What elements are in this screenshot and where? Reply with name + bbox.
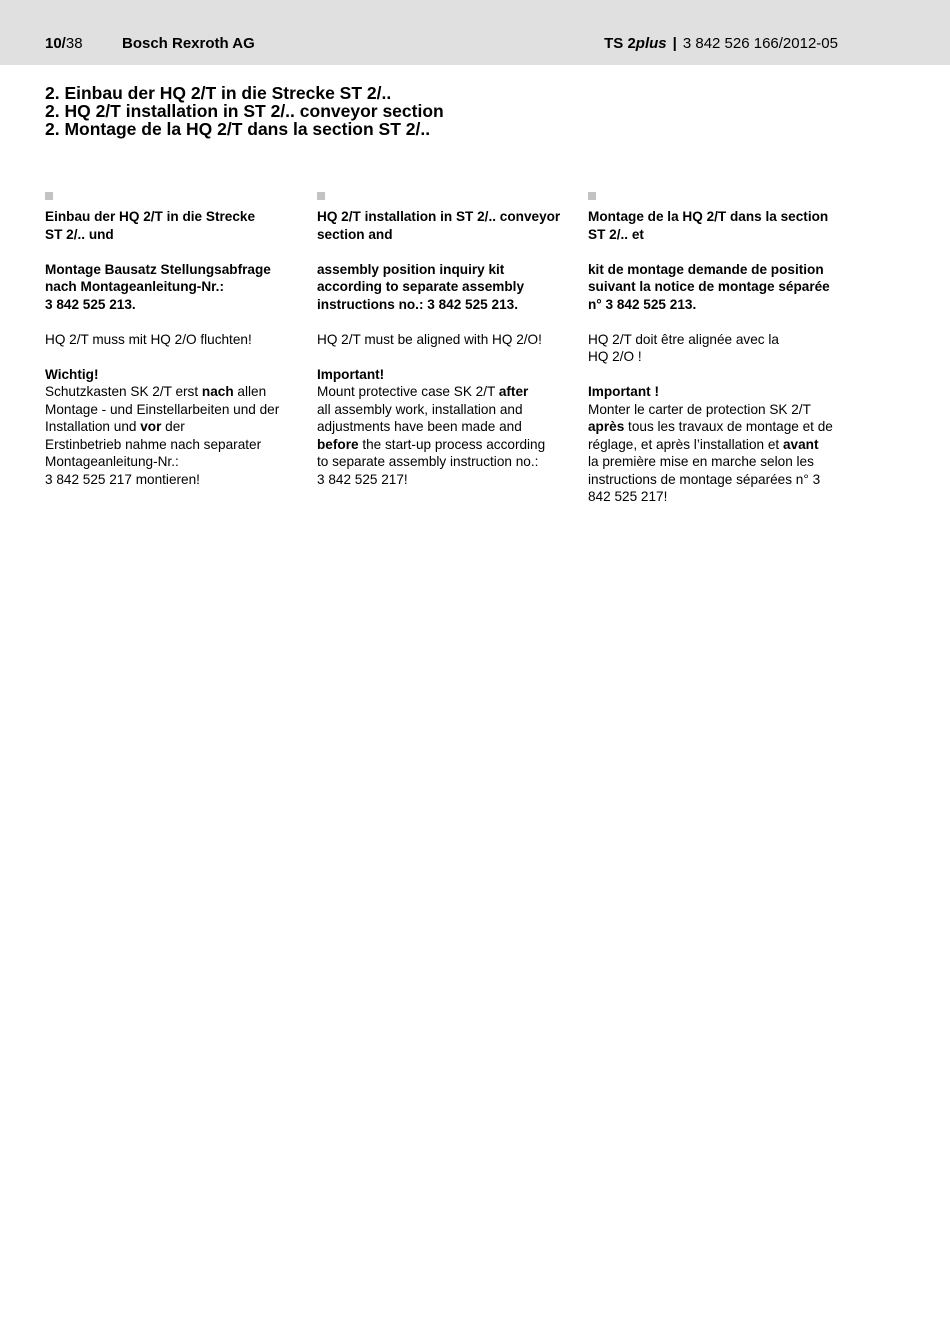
kit-instruction	[588, 261, 838, 314]
important-text: Monter le carter de protection SK 2/T après tous les travaux de montage et de réglage, et après l’installation et avant la première mise en marche selon les instructions de montage séparées n° 3 842 525 217!	[588, 401, 833, 504]
title-de: 2. Einbau der HQ 2/T in die Strecke ST 2/..	[45, 83, 392, 103]
kit-line: Montage Bausatz Stellungsabfrage	[45, 261, 271, 277]
kit-line: n° 3 842 525 213.	[588, 296, 697, 312]
product-name	[604, 35, 667, 52]
title-fr: 2. Montage de la HQ 2/T dans la section ST 2/..	[45, 119, 431, 139]
document-reference	[604, 34, 838, 54]
alignment-note: HQ 2/T must be aligned with HQ 2/O!	[317, 331, 542, 347]
bullet-square-icon	[45, 192, 53, 200]
heading-line: section and	[317, 226, 393, 242]
company-name: Bosch Rexroth AG	[122, 35, 255, 52]
heading-line: Montage de la HQ 2/T dans la section	[588, 209, 829, 224]
alignment-note: HQ 2/T doit être alignée avec la HQ 2/O !	[588, 331, 779, 364]
column-english	[317, 192, 567, 488]
kit-instruction	[317, 261, 567, 314]
column-heading	[317, 208, 567, 243]
section-titles	[45, 84, 444, 138]
page-total: 38	[65, 35, 83, 52]
column-german	[45, 192, 295, 488]
heading-line: ST 2/.. et	[588, 226, 644, 242]
alignment-note: HQ 2/T muss mit HQ 2/O fluchten!	[45, 331, 252, 347]
header-separator: |	[672, 35, 677, 52]
bullet-square-icon	[588, 192, 596, 200]
page-number	[45, 34, 83, 54]
heading-line: Einbau der HQ 2/T in die Strecke	[45, 209, 256, 224]
page-current: 10/	[45, 35, 66, 52]
important-label: Wichtig!	[45, 366, 99, 382]
product-prefix: TS 2	[604, 35, 636, 52]
kit-line: assembly position inquiry kit	[317, 261, 505, 277]
column-heading	[588, 208, 838, 243]
header-band	[0, 0, 950, 65]
title-en: 2. HQ 2/T installation in ST 2/.. conveyor section	[45, 101, 444, 121]
important-text: Schutzkasten SK 2/T erst nach allen Montage - und Einstellarbeiten und der Installation und vor der Erstinbetrieb nahme nach separater Montageanleitung-Nr.: 3 842 525 217 montieren!	[45, 384, 280, 487]
doc-number: 3 842 526 166/2012-05	[682, 35, 838, 52]
important-text: Mount protective case SK 2/T after all assembly work, installation and adjustments have been made and before the start-up process according to separate assembly instruction no.: 3 842 525 217!	[317, 384, 546, 487]
column-heading	[45, 208, 295, 243]
kit-line: according to separate assembly	[317, 279, 525, 294]
kit-line: suivant la notice de montage séparée	[588, 279, 830, 294]
product-suffix: plus	[635, 35, 667, 52]
heading-line: ST 2/.. und	[45, 226, 114, 242]
kit-line: instructions no.: 3 842 525 213.	[317, 296, 518, 312]
important-label: Important !	[588, 384, 659, 399]
important-label: Important!	[317, 366, 385, 382]
kit-line: nach Montageanleitung-Nr.:	[45, 279, 224, 294]
column-french	[588, 192, 838, 506]
heading-line: HQ 2/T installation in ST 2/.. conveyor	[317, 209, 561, 224]
bullet-square-icon	[317, 192, 325, 200]
kit-instruction	[45, 261, 295, 314]
kit-line: kit de montage demande de position	[588, 261, 824, 277]
kit-line: 3 842 525 213.	[45, 296, 136, 312]
